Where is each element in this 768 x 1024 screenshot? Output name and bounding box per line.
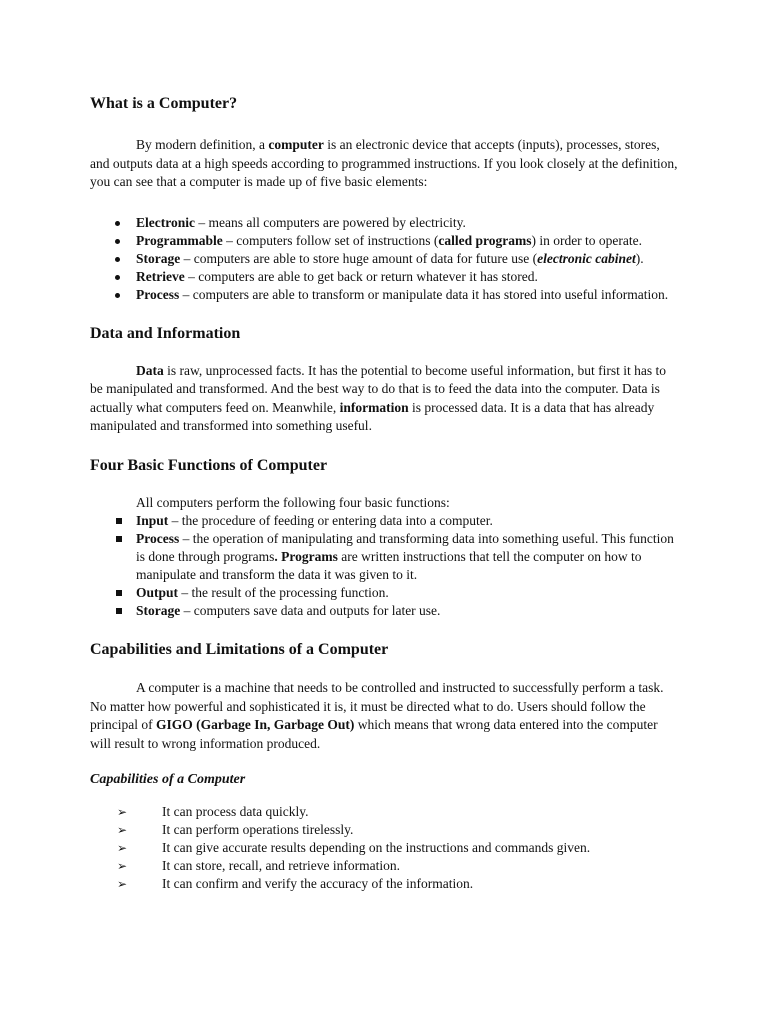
list-item: Programmable – computers follow set of instructions (called programs) in order to operate. [136,232,680,250]
bullet-square-icon [116,518,122,524]
bullet-dot-icon [115,257,120,262]
arrow-bullet-icon: ➢ [117,859,128,873]
paragraph-computer-definition: By modern definition, a computer is an electronic device that accepts (inputs), processes, stores, and outputs data at a high speeds according to programmed instructions. If you look closely at the definition, you can see that a computer is made up of five basic elements: [90,137,678,189]
bullet-square-icon [116,536,122,542]
bullet-square-icon [116,590,122,596]
list-basic-elements [90,214,680,304]
paragraph-functions-intro: All computers perform the following four basic functions: [136,494,450,510]
list-item: Process – the operation of manipulating and transforming data into something useful. This function is done through programs. Programs are written instructions that tell the computer on how to manipulate and transform the data it was given to it. [136,530,680,584]
list-item: ➢ It can perform operations tirelessly. [117,822,354,837]
heading-four-basic-functions: Four Basic Functions of Computer [90,456,328,474]
list-item: ➢ It can process data quickly. [117,804,309,819]
arrow-bullet-icon: ➢ [117,877,128,891]
heading-capabilities-and-limitations: Capabilities and Limitations of a Computer [90,641,389,658]
list-item: ➢ It can store, recall, and retrieve information. [117,858,401,873]
arrow-bullet-icon: ➢ [117,823,128,837]
arrow-bullet-icon: ➢ [117,805,128,819]
subheading-capabilities: Capabilities of a Computer [90,772,246,787]
bullet-dot-icon [115,239,120,244]
list-item: Process – computers are able to transform or manipulate data it has stored into useful information. [136,286,680,304]
bullet-dot-icon [115,221,120,226]
list-item: Output – the result of the processing function. [136,584,680,602]
heading-what-is-a-computer: What is a Computer? [90,95,238,112]
heading-data-and-information: Data and Information [90,324,241,342]
bullet-dot-icon [115,293,120,298]
list-item: ➢ It can give accurate results depending on the instructions and commands given. [117,840,591,855]
list-item: Storage – computers are able to store huge amount of data for future use (electronic cabinet). [136,250,680,268]
list-basic-functions [90,512,680,620]
list-capabilities [90,803,680,893]
arrow-bullet-icon: ➢ [117,841,128,855]
paragraph-gigo: A computer is a machine that needs to be controlled and instructed to successfully perform a task. No matter how powerful and sophisticated it is, it must be directed what to do. Users should follow the principal of GIGO (Garbage In, Garbage Out) which means that wrong data entered into the computer will result to wrong information produced. [90,680,664,751]
paragraph-data-information: Data is raw, unprocessed facts. It has the potential to become useful information, but first it has to be manipulated and transformed. And the best way to do that is to feed the data into the computer. Data is actually what computers feed on. Meanwhile, information is processed data. It is a data that has already manipulated and transformed into something useful. [90,362,666,433]
list-item: Retrieve – computers are able to get back or return whatever it has stored. [136,268,680,286]
bullet-dot-icon [115,275,120,280]
list-item: Storage – computers save data and outputs for later use. [136,602,680,620]
list-item: Electronic – means all computers are powered by electricity. [136,214,680,232]
list-item: ➢ It can confirm and verify the accuracy of the information. [117,876,474,891]
list-item: Input – the procedure of feeding or entering data into a computer. [136,512,680,530]
bullet-square-icon [116,608,122,614]
